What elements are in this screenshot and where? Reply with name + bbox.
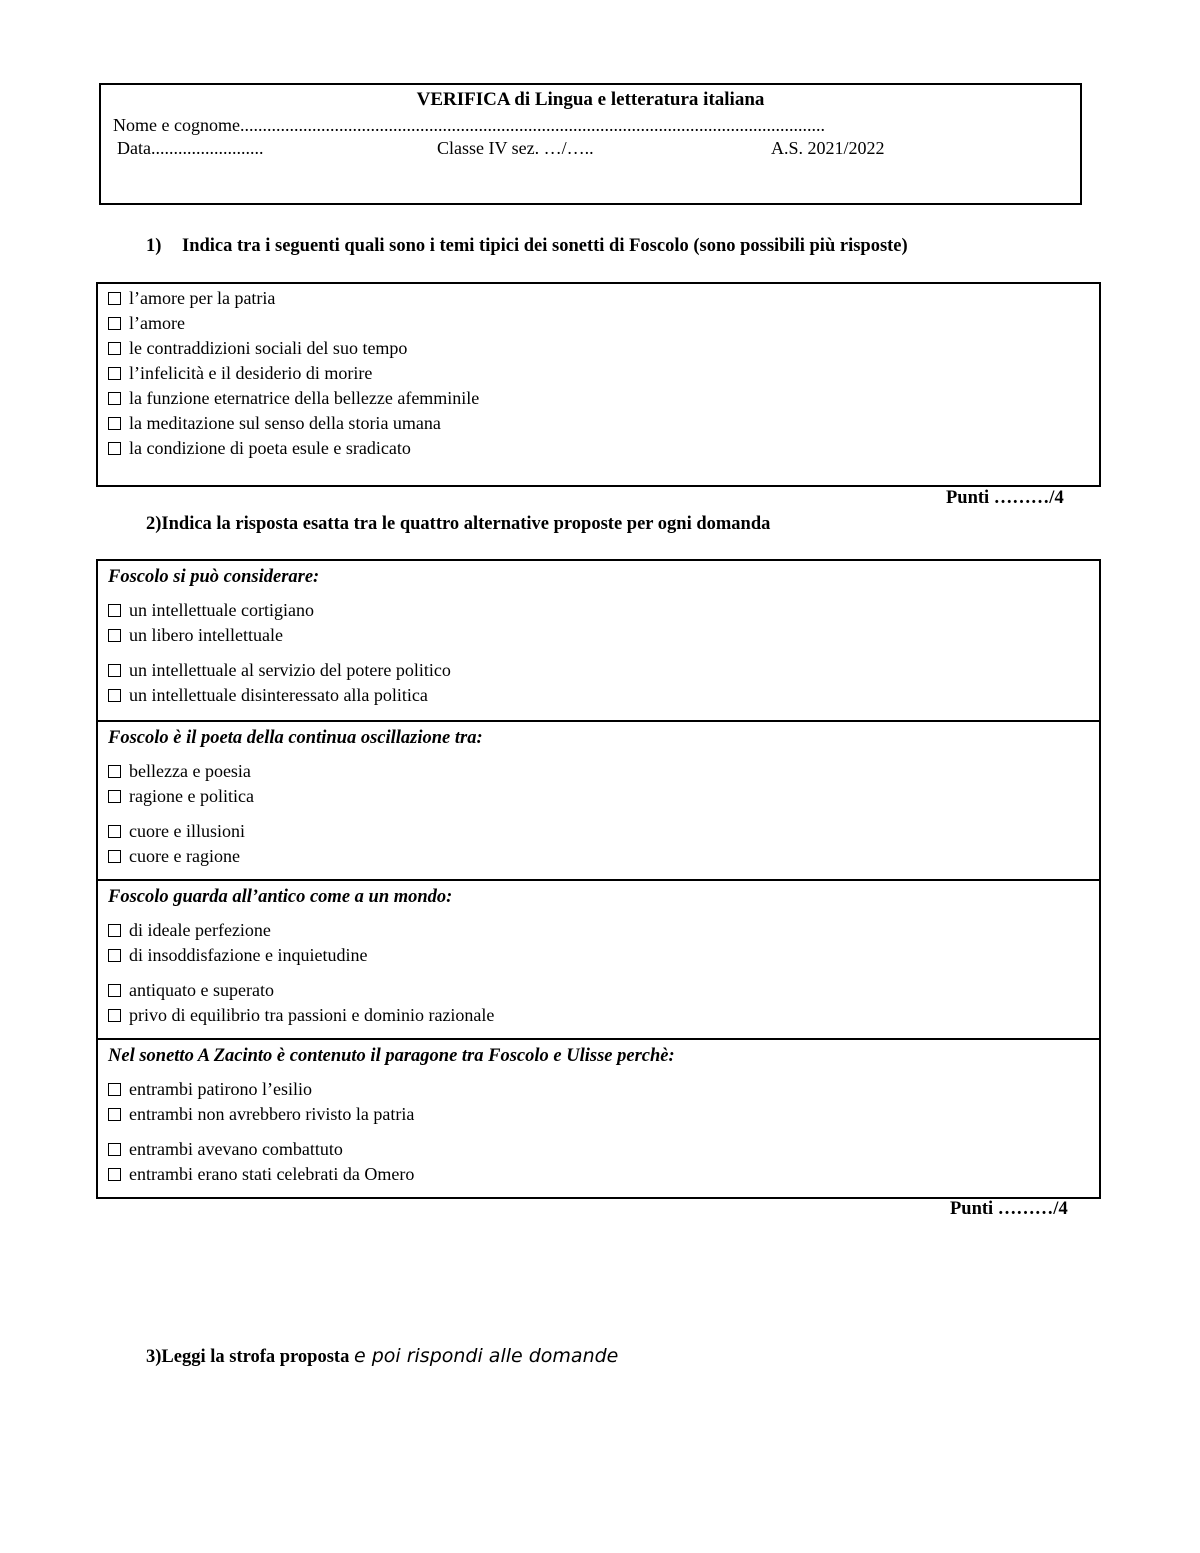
question-3-text: 3)Leggi la strofa proposta — [146, 1347, 350, 1367]
date-field: Data......................... — [117, 138, 264, 158]
option[interactable]: l’amore per la patria — [108, 286, 1099, 311]
question-1-points: Punti ………/4 — [946, 488, 1064, 508]
checkbox-icon[interactable] — [108, 629, 121, 642]
checkbox-icon[interactable] — [108, 342, 121, 355]
checkbox-icon[interactable] — [108, 1083, 121, 1096]
question-2-item — [98, 1038, 1099, 1197]
checkbox-icon[interactable] — [108, 317, 121, 330]
question-3-instruction: e poi rispondi alle domande — [353, 1345, 619, 1367]
checkbox-icon[interactable] — [108, 442, 121, 455]
option[interactable]: la funzione eternatrice della bellezze afemminile — [108, 386, 1099, 411]
item-prompt: Nel sonetto A Zacinto è contenuto il paragone tra Foscolo e Ulisse perchè: — [108, 1046, 675, 1066]
option[interactable]: un intellettuale cortigiano — [108, 598, 1099, 623]
item-prompt: Foscolo si può considerare: — [108, 567, 320, 587]
checkbox-icon[interactable] — [108, 664, 121, 677]
option[interactable]: di ideale perfezione — [108, 918, 1099, 943]
question-2-item — [98, 879, 1099, 1038]
checkbox-icon[interactable] — [108, 689, 121, 702]
option[interactable]: antiquato e superato — [108, 978, 1099, 1003]
school-year: A.S. 2021/2022 — [771, 138, 885, 158]
option[interactable]: le contraddizioni sociali del suo tempo — [108, 336, 1099, 361]
option[interactable]: l’amore — [108, 311, 1099, 336]
checkbox-icon[interactable] — [108, 790, 121, 803]
header-box — [99, 83, 1082, 205]
option[interactable]: privo di equilibrio tra passioni e dominio razionale — [108, 1003, 1099, 1028]
option[interactable]: cuore e ragione — [108, 844, 1099, 869]
checkbox-icon[interactable] — [108, 1009, 121, 1022]
question-1-text: Indica tra i seguenti quali sono i temi tipici dei sonetti di Foscolo (sono possibili più risposte) — [182, 236, 908, 256]
checkbox-icon[interactable] — [108, 367, 121, 380]
checkbox-icon[interactable] — [108, 825, 121, 838]
option[interactable]: un libero intellettuale — [108, 623, 1099, 648]
checkbox-icon[interactable] — [108, 417, 121, 430]
option[interactable]: entrambi erano stati celebrati da Omero — [108, 1162, 1099, 1187]
option[interactable]: entrambi patirono l’esilio — [108, 1077, 1099, 1102]
option[interactable]: entrambi avevano combattuto — [108, 1137, 1099, 1162]
checkbox-icon[interactable] — [108, 1108, 121, 1121]
question-2-item — [98, 561, 1099, 720]
checkbox-icon[interactable] — [108, 1168, 121, 1181]
checkbox-icon[interactable] — [108, 949, 121, 962]
checkbox-icon[interactable] — [108, 292, 121, 305]
question-1-number: 1) — [146, 236, 162, 256]
option[interactable]: la meditazione sul senso della storia umana — [108, 411, 1099, 436]
option[interactable]: di insoddisfazione e inquietudine — [108, 943, 1099, 968]
question-3 — [146, 1345, 618, 1368]
checkbox-icon[interactable] — [108, 924, 121, 937]
checkbox-icon[interactable] — [108, 984, 121, 997]
option[interactable]: bellezza e poesia — [108, 759, 1099, 784]
checkbox-icon[interactable] — [108, 392, 121, 405]
option[interactable]: la condizione di poeta esule e sradicato — [108, 436, 1099, 461]
question-2-points: Punti ………/4 — [950, 1199, 1068, 1219]
checkbox-icon[interactable] — [108, 604, 121, 617]
test-title: VERIFICA di Lingua e letteratura italiana — [416, 89, 765, 110]
option[interactable]: ragione e politica — [108, 784, 1099, 809]
option[interactable]: entrambi non avrebbero rivisto la patria — [108, 1102, 1099, 1127]
question-1 — [146, 236, 908, 257]
item-prompt: Foscolo guarda all’antico come a un mondo: — [108, 887, 453, 907]
option[interactable]: un intellettuale disinteressato alla politica — [108, 683, 1099, 708]
question-1-options-box — [96, 282, 1101, 487]
checkbox-icon[interactable] — [108, 765, 121, 778]
question-2-text: 2)Indica la risposta esatta tra le quattro alternative proposte per ogni domanda — [146, 514, 771, 534]
checkbox-icon[interactable] — [108, 1143, 121, 1156]
name-field-line: Nome e cognome.................................................................................................................................. — [113, 115, 825, 135]
option[interactable]: cuore e illusioni — [108, 819, 1099, 844]
option[interactable]: l’infelicità e il desiderio di morire — [108, 361, 1099, 386]
checkbox-icon[interactable] — [108, 850, 121, 863]
item-prompt: Foscolo è il poeta della continua oscillazione tra: — [108, 728, 483, 748]
class-field: Classe IV sez. …/….. — [437, 138, 594, 158]
option[interactable]: un intellettuale al servizio del potere politico — [108, 658, 1099, 683]
question-2-item — [98, 720, 1099, 879]
question-2-table — [96, 559, 1101, 1199]
